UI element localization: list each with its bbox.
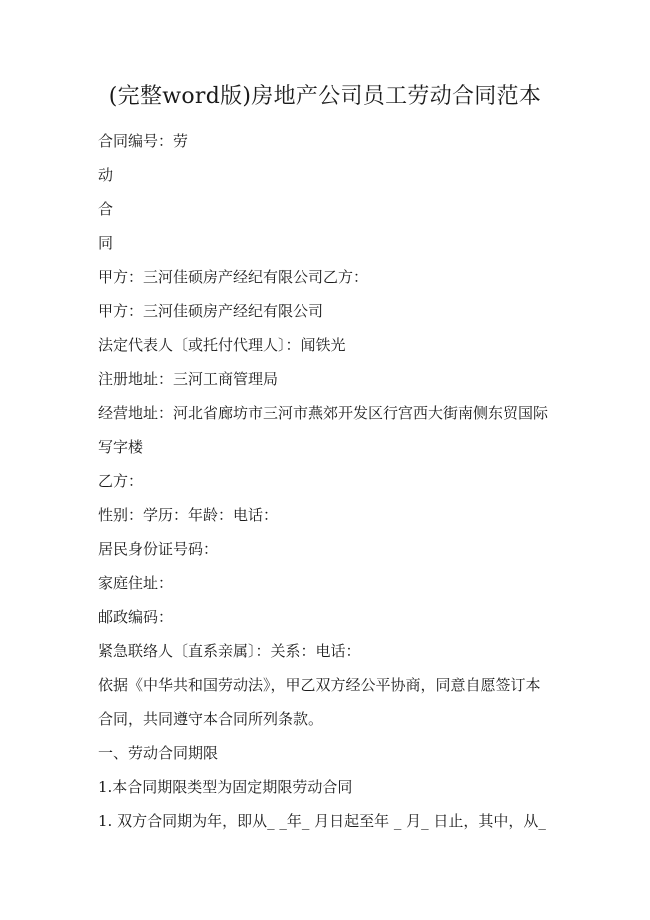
personal-info-line: 性别：学历：年龄：电话： <box>98 506 279 524</box>
party-a-line: 甲方：三河佳硕房产经纪有限公司 <box>98 302 324 320</box>
postal-code-line: 邮政编码： <box>98 608 174 626</box>
clause-term-period: 1. 双方合同期为年，即从_ _年_ 月日起至年 _ 月_ 日止，其中，从_ <box>98 812 546 830</box>
registered-address-line: 注册地址：三河工商管理局 <box>98 370 279 388</box>
contract-number-char-1: 动 <box>98 166 114 184</box>
id-number-line: 居民身份证号码： <box>98 540 219 558</box>
legal-representative-line: 法定代表人〔或托付代理人〕：闻铁光 <box>98 336 346 354</box>
contract-number-char-2: 合 <box>98 200 114 218</box>
party-a-party-b-line: 甲方：三河佳硕房产经纪有限公司乙方： <box>98 268 369 286</box>
home-address-line: 家庭住址： <box>98 574 174 592</box>
contract-number-line: 合同编号：劳 <box>98 132 189 150</box>
clause-term-type: 1.本合同期限类型为固定期限劳动合同 <box>98 778 353 796</box>
business-address-line: 经营地址：河北省廊坊市三河市燕郊开发区行宫西大街南侧东贸国际 <box>98 404 549 422</box>
section-heading-contract-term: 一、劳动合同期限 <box>98 744 219 762</box>
document-title: (完整word版)房地产公司员工劳动合同范本 <box>108 84 542 109</box>
preamble-line-1: 依据《中华共和国劳动法》，甲乙双方经公平协商，同意自愿签订本 <box>98 676 541 694</box>
party-b-line: 乙方： <box>98 472 144 490</box>
business-address-continuation: 写字楼 <box>98 438 144 456</box>
preamble-line-2: 合同，共同遵守本合同所列条款。 <box>98 710 324 728</box>
emergency-contact-line: 紧急联络人〔直系亲属〕：关系：电话： <box>98 642 361 660</box>
contract-number-char-3: 同 <box>98 234 114 252</box>
